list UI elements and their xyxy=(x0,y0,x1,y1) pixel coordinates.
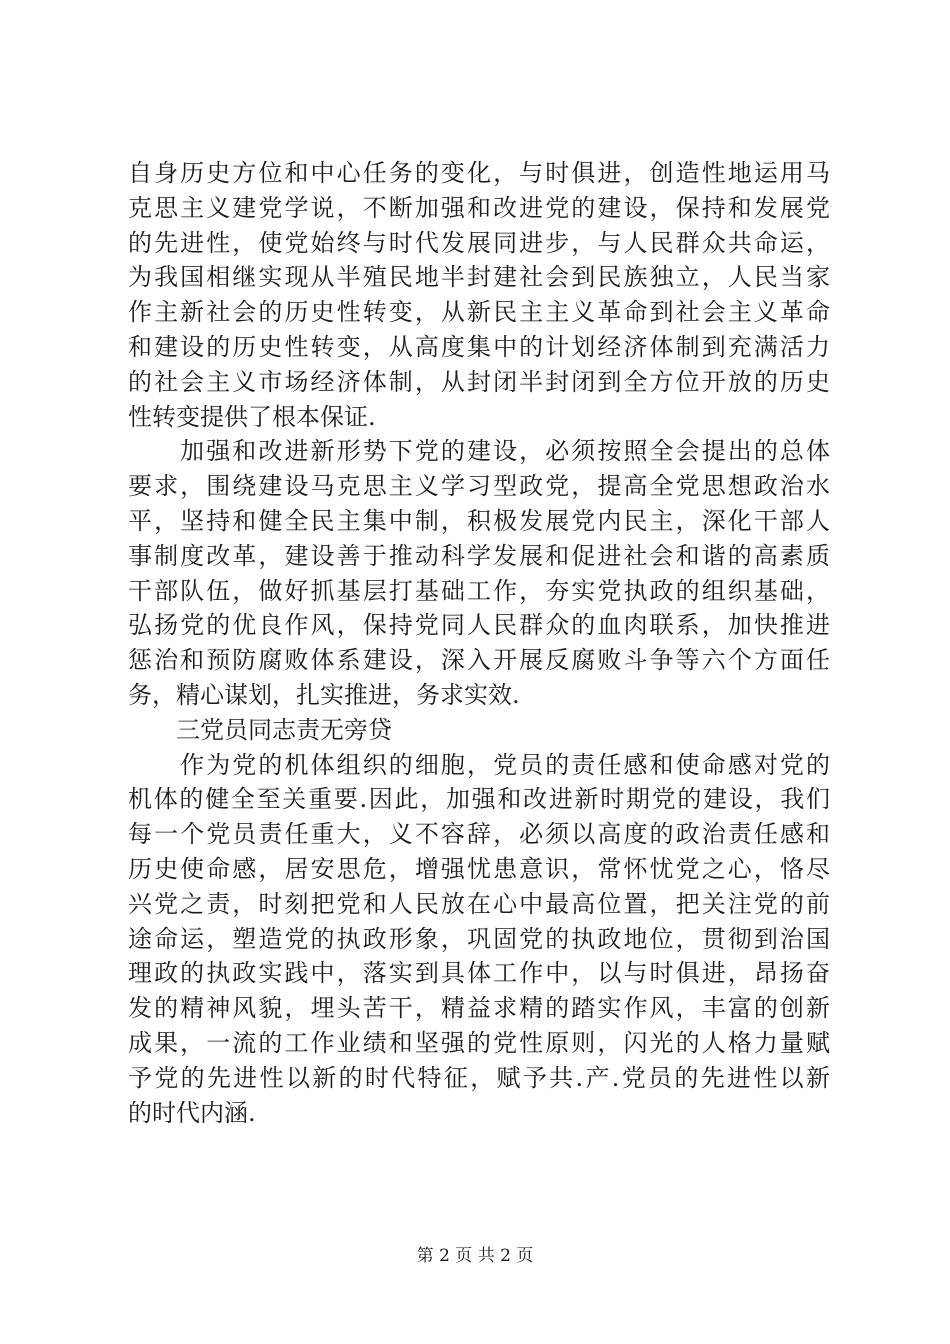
paragraph-line: 加强和改进新形势下党的建设，必须按照全会提出的总体 xyxy=(128,437,830,466)
paragraph-2 xyxy=(128,434,830,712)
paragraph-line: 事制度改革，建设善于推动科学发展和促进社会和谐的高素质 xyxy=(128,541,830,570)
paragraph-line: 理政的执政实践中，落实到具体工作中，以与时俱进，昂扬奋 xyxy=(128,959,830,988)
paragraph-line: 弘扬党的优良作风，保持党同人民群众的血肉联系，加快推进 xyxy=(128,611,830,640)
paragraph-line: 兴党之责，时刻把党和人民放在心中最高位置，把关注党的前 xyxy=(128,889,830,918)
paragraph-line: 干部队伍，做好抓基层打基础工作，夯实党执政的组织基础， xyxy=(128,576,830,605)
paragraph-1 xyxy=(128,156,830,434)
paragraph-line: 务，精心谋划，扎实推进，务求实效. xyxy=(128,680,520,709)
paragraph-line: 予党的先进性以新的时代特征，赋予共.产.党员的先进性以新 xyxy=(128,1063,830,1092)
paragraph-line: 要求，围绕建设马克思主义学习型政党，提高全党思想政治水 xyxy=(128,472,830,501)
paragraph-line: 平，坚持和健全民主集中制，积极发展党内民主，深化干部人 xyxy=(128,506,830,535)
section-heading: 三党员同志责无旁贷 xyxy=(128,715,392,744)
paragraph-line: 机体的健全至关重要.因此，加强和改进新时期党的建设，我们 xyxy=(128,785,830,814)
document-body xyxy=(128,156,830,1130)
paragraph-3 xyxy=(128,748,830,1131)
paragraph-line: 发的精神风貌，埋头苦干，精益求精的踏实作风，丰富的创新 xyxy=(128,994,830,1023)
paragraph-line: 为我国相继实现从半殖民地半封建社会到民族独立，人民当家 xyxy=(128,263,830,292)
page-footer xyxy=(0,1245,950,1267)
paragraph-line: 自身历史方位和中心任务的变化，与时俱进，创造性地运用马 xyxy=(128,159,830,187)
paragraph-line: 作为党的机体组织的细胞，党员的责任感和使命感对党的 xyxy=(128,750,830,779)
paragraph-line: 克思主义建党学说，不断加强和改进党的建设，保持和发展党 xyxy=(128,193,830,222)
paragraph-line: 的先进性，使党始终与时代发展同进步，与人民群众共命运， xyxy=(128,228,830,257)
paragraph-line: 的社会主义市场经济体制，从封闭半封闭到全方位开放的历史 xyxy=(128,367,830,396)
paragraph-line: 和建设的历史性转变，从高度集中的计划经济体制到充满活力 xyxy=(128,332,830,361)
paragraph-line: 成果，一流的工作业绩和坚强的党性原则，闪光的人格力量赋 xyxy=(128,1028,830,1057)
paragraph-line: 历史使命感，居安思危，增强忧患意识，常怀忧党之心，恪尽 xyxy=(128,854,830,883)
page-number: 第 2 页 共 2 页 xyxy=(416,1246,534,1266)
paragraph-line: 作主新社会的历史性转变，从新民主主义革命到社会主义革命 xyxy=(128,298,830,327)
paragraph-line: 每一个党员责任重大，义不容辞，必须以高度的政治责任感和 xyxy=(128,820,830,849)
paragraph-line: 性转变提供了根本保证. xyxy=(128,402,376,431)
paragraph-line: 途命运，塑造党的执政形象，巩固党的执政地位，贯彻到治国 xyxy=(128,924,830,953)
paragraph-line: 的时代内涵. xyxy=(128,1098,256,1127)
paragraph-line: 惩治和预防腐败体系建设，深入开展反腐败斗争等六个方面任 xyxy=(128,646,830,675)
